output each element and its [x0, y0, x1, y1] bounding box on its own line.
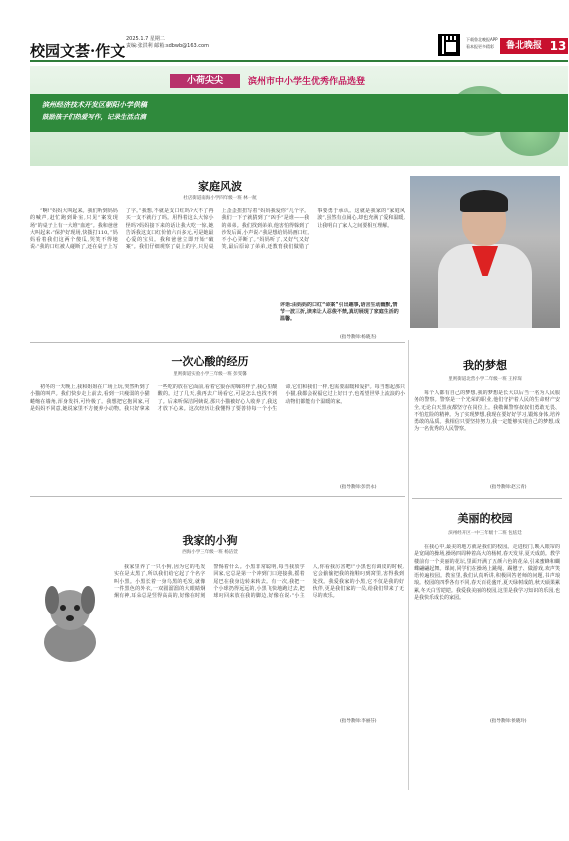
column-divider — [408, 340, 409, 790]
dog-illustration-icon — [30, 572, 110, 666]
app-slogan-line1: 下载鲁北晚报APP — [466, 37, 498, 42]
masthead — [0, 0, 569, 64]
banner-title: 滨州市中小学生优秀作品选登 — [248, 77, 366, 87]
section-divider — [30, 342, 405, 343]
article-teacher: (指导教师:赵云青) — [490, 485, 527, 490]
paper-logo: 鲁北晚报 — [500, 38, 548, 54]
article-byline: 西海小学三年级一班 杨洁萱 — [182, 550, 238, 555]
article-teacher: (指导教师:李丽芬) — [340, 719, 377, 724]
article-byline: 里则街道北营小学二年级一班 王梓琛 — [448, 377, 522, 382]
article-teacher: (指导教师:侯晓玲) — [490, 719, 527, 724]
issue-date: 2025.1.7 星期二 — [126, 36, 165, 42]
article-body: 初冬的一天晚上,我和姐姐在广场上玩,突然听到了小猫的叫声。我们快步走上前去,看到一只瘦弱的小猫蜷缩在墙角,浑身发抖,可怜极了。我想把它抱回家,可是妈妈不同意,她说家里不方便养小动物。我只好拿来一些吃的放在它面前,看着它狼吞虎咽的样子,我心里酸酸的。过了几天,我再去广场看它,可是怎么也找不到了。后来听保洁阿姨说,那只小猫被好心人收养了,我这才放下心来。这次经历让我懂得了要善待每一个小生命,它们和我们一样,也需要温暖和爱护。每当想起那只小猫,我都会祝福它过上好日子,也希望世界上流浪的小动物们都能有个温暖的家。 — [30, 384, 405, 412]
banner-tag: 小荷尖尖 — [170, 74, 240, 88]
editor-line: 责编:张洪利 邮箱:sdbwb@163.com — [126, 43, 209, 49]
article-body: 每个人都有自己的梦想,我的梦想是长大以后当一名为人民服务的警察。警察是一个光荣的职业,他们守护着人民的生命财产安全,无论白天黑夜都坚守在岗位上。我敬佩警察叔叔们勇敢无畏、不怕危险的精神。为了实现梦想,我现在要好好学习,锻炼身体,培养勇敢的品质。我相信只要坚持努力,我一定能够实现自己的梦想,成为一名优秀的人民警察。 — [414, 390, 560, 433]
article-teacher: (指导教师:杨晓杰) — [340, 335, 377, 340]
article-byline: 里则街道实验小学三年级一班 彭雯馨 — [173, 372, 247, 377]
section-divider — [412, 498, 562, 499]
app-slogan-line2: 看本报更多精彩 — [466, 44, 494, 49]
article-comment: 评语:由妈妈的口红“命案”引出趣事,语言生动幽默,情节一波三折,读来让人忍俊不禁,真切展现了家庭生活的温馨。 — [280, 302, 399, 322]
photo-hair — [460, 190, 508, 212]
page-number: 13 — [549, 39, 567, 53]
article-body: 我家里养了一只小狗,因为它的毛发实在是太黑了,所以我们给它起了个名字叫小黑。小黑长着一身乌黑的毛发,就像一件黑色的外衣,一双圆溜溜的大眼睛炯炯有神,耳朵总是竖得高高的,好像在时刻警惕着什么。小黑非常聪明,每当我放学回家,它总是第一个冲到门口迎接我,摇着尾巴在我身边转来转去。有一次,我把一个小球扔得远远的,小黑飞快地跑过去,把球叼回来放在我的脚边,好像在说:“小主人,你看我厉害吧!”小黑也有调皮的时候,它会偷偷把我的拖鞋叼到窝里,害得我到处找。我爱我家的小黑,它不仅是我的好伙伴,更是我们家的一员,给我们带来了无尽的欢乐。 — [114, 564, 404, 600]
article-body: 在我心中,最美的地方就是我们的校园。走进校门,映入眼帘的是宽阔的操场,操场四周种着高大的杨树,春天发芽,夏天成荫。教学楼前有一个美丽的花坛,里面开满了五颜六色的花朵,引来蜜蜂和蝴蝶翩翩起舞。课间,同学们在操场上跳绳、踢毽子、做游戏,欢声笑语传遍校园。教室里,我们认真听讲,积极回答老师的问题,书声琅琅。校园的四季各有不同,春天百花盛开,夏天绿树成荫,秋天硕果累累,冬天白雪皑皑。我爱我美丽的校园,这里是我学习知识的乐园,也是我快乐成长的家园。 — [414, 544, 560, 602]
date-line — [126, 36, 209, 50]
banner-school-line: 滨州经济技术开发区朝阳小学供稿 — [42, 101, 147, 109]
section-divider — [30, 496, 405, 497]
qr-code-icon[interactable] — [438, 34, 460, 56]
article-byline: 杜店街道南海小学四年级一班 林一航 — [183, 196, 257, 201]
article-title: 我的梦想 — [463, 359, 507, 372]
article-title: 我家的小狗 — [182, 534, 238, 547]
student-photo — [410, 176, 560, 328]
section-title: 校园文荟·作文 — [30, 42, 126, 60]
article-title: 一次心酸的经历 — [171, 355, 249, 368]
article-title: 家庭风波 — [198, 180, 242, 193]
article-body: “啊!”妈妈大叫起来。我们听到妈妈的喊声,赶忙跑到卧室,只见“案发现场”的桌子上有一大堆“血迹”。我和爸爸大叫起来:“保护好现场,快拨打110。”妈妈看着我们这两个傻瓜,哭笑不得地说:“我的口红被人碰断了,还在桌子上写了字。”我想,不就是支口红吗?大不了再买一支不就行了吗。用得着这么大惊小怪吗?妈妈接下来的话让我大吃一惊,她告诉我这支口红价值六百多元,可是她最心爱的宝贝。我和爸爸立即开始“破案”。我们仔细观察了桌上的字,只见桌上歪歪扭扭写着“妈妈我爱你”几个字。我们一下子就猜到了“凶手”是谁——我的弟弟。我们找到弟弟,他害怕得躲到了沙发后面,小声说:“我是想给妈妈画口红,不小心弄断了。”妈妈听了,又好气又好笑,最后原谅了弟弟,还教育我们做错了事要勇于承认。这就是我家的“家庭风波”,虽然有点闹心,却也充满了爱和温暖,让我明白了家人之间要相互理解。 — [30, 208, 405, 251]
article-byline: 滨州经开区一中三年级十二班 包炫廷 — [448, 531, 522, 536]
banner-slogan-line: 鼓励孩子们热爱写作，记录生活点滴 — [42, 113, 146, 121]
article-title: 美丽的校园 — [457, 512, 513, 525]
feature-banner — [30, 66, 568, 166]
article-teacher: (指导教师:彭贵永) — [340, 485, 377, 490]
header-rule — [30, 60, 568, 62]
app-slogan — [466, 36, 498, 50]
